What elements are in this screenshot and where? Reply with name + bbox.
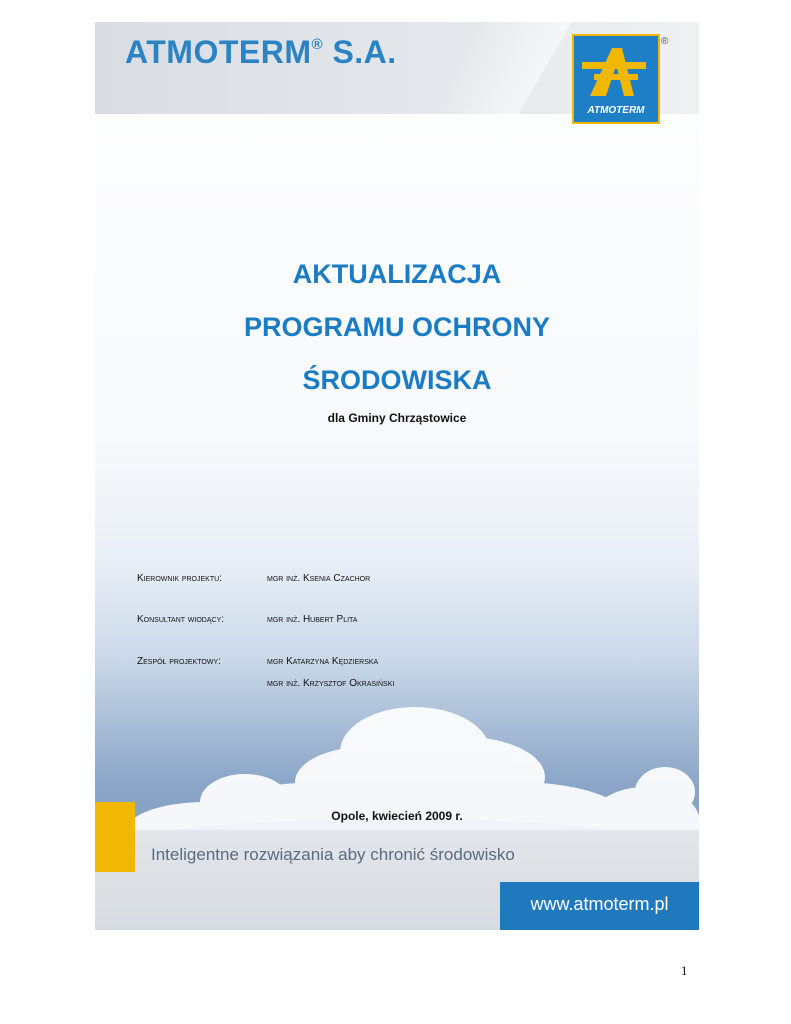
- subtitle: dla Gminy Chrząstowice: [327, 411, 467, 425]
- team-value-member-2: mgr inż. Krzysztof Okrasiński: [267, 678, 395, 689]
- logo-a-icon: [582, 44, 650, 100]
- cover-page: [95, 22, 699, 930]
- title-line-3: ŚRODOWISKA: [302, 365, 492, 395]
- place-date: Opole, kwiecień 2009 r.: [331, 809, 463, 823]
- company-name: [125, 34, 397, 71]
- team-label-team: Zespół projektowy:: [137, 656, 221, 667]
- tagline: Inteligentne rozwiązania aby chronić środowisko: [151, 845, 515, 864]
- title-line-2: PROGRAMU OCHRONY: [243, 312, 550, 342]
- company-name-text: ATMOTERM: [125, 34, 312, 70]
- team-label-manager: Kierownik projektu:: [137, 573, 222, 584]
- page-number: 1: [681, 963, 688, 978]
- company-suffix: S.A.: [332, 34, 397, 70]
- registered-mark: ®: [311, 36, 324, 53]
- title-line-1: AKTUALIZACJA: [292, 259, 502, 289]
- team-label-consultant: Konsultant wiodący:: [137, 614, 225, 625]
- logo-registered-mark: ®: [661, 36, 669, 47]
- team-value-manager: mgr inż. Ksenia Czachor: [267, 573, 371, 584]
- logo-text: ATMOTERM: [587, 105, 645, 116]
- header-decoration: [428, 22, 571, 114]
- team-value-consultant: mgr inż. Hubert Plita: [267, 614, 358, 625]
- team-value-member-1: mgr Katarzyna Kędzierska: [267, 656, 379, 667]
- website-band: [500, 882, 699, 930]
- website-link[interactable]: www.atmoterm.pl: [530, 894, 669, 914]
- atmoterm-logo: [572, 34, 660, 124]
